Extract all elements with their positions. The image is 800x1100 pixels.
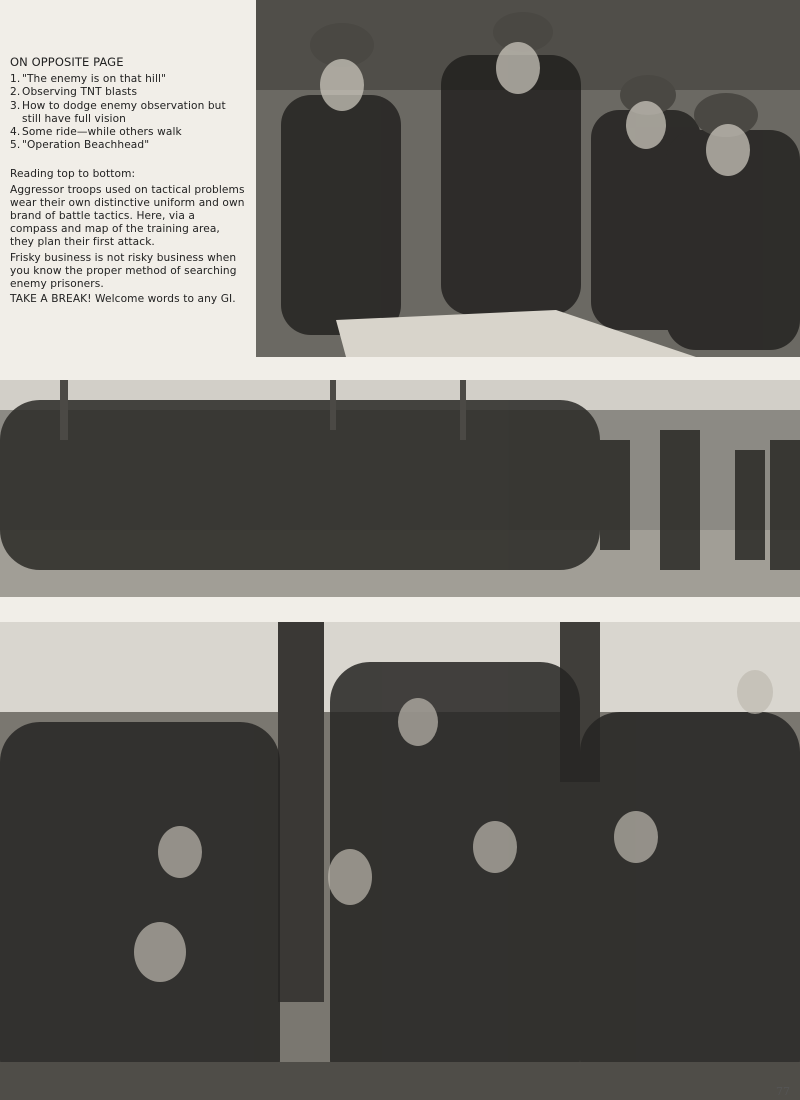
caption-list-item: 4. Some ride—while others walk	[10, 126, 182, 139]
caption-paragraph: Frisky business is not risky business when you know the proper method of searching enemy prisoners.	[10, 251, 237, 291]
caption-subheading: Reading top to bottom:	[10, 168, 136, 181]
caption-list-item: 3. How to dodge enemy observation but still have full vision	[10, 99, 226, 125]
photo-aggressor-troops	[256, 0, 800, 357]
caption-list-item: 2. Observing TNT blasts	[10, 86, 138, 99]
caption-block	[10, 56, 245, 306]
caption-list	[10, 73, 245, 152]
photo-searching-prisoners	[0, 380, 800, 597]
photo-take-a-break	[0, 622, 800, 1100]
caption-list-item: 5. "Operation Beachhead"	[10, 139, 150, 152]
caption-heading: ON OPPOSITE PAGE	[10, 55, 124, 69]
caption-list-item: 1. "The enemy is on that hill"	[10, 73, 167, 86]
caption-paragraph: TAKE A BREAK! Welcome words to any GI.	[10, 293, 236, 306]
caption-paragraph: Aggressor troops used on tactical problems wear their own distinctive uniform and own brand of battle tactics. Here, via a compass and map of the training area, they plan their first attack.	[10, 183, 245, 249]
page-number: 77	[776, 1085, 790, 1098]
